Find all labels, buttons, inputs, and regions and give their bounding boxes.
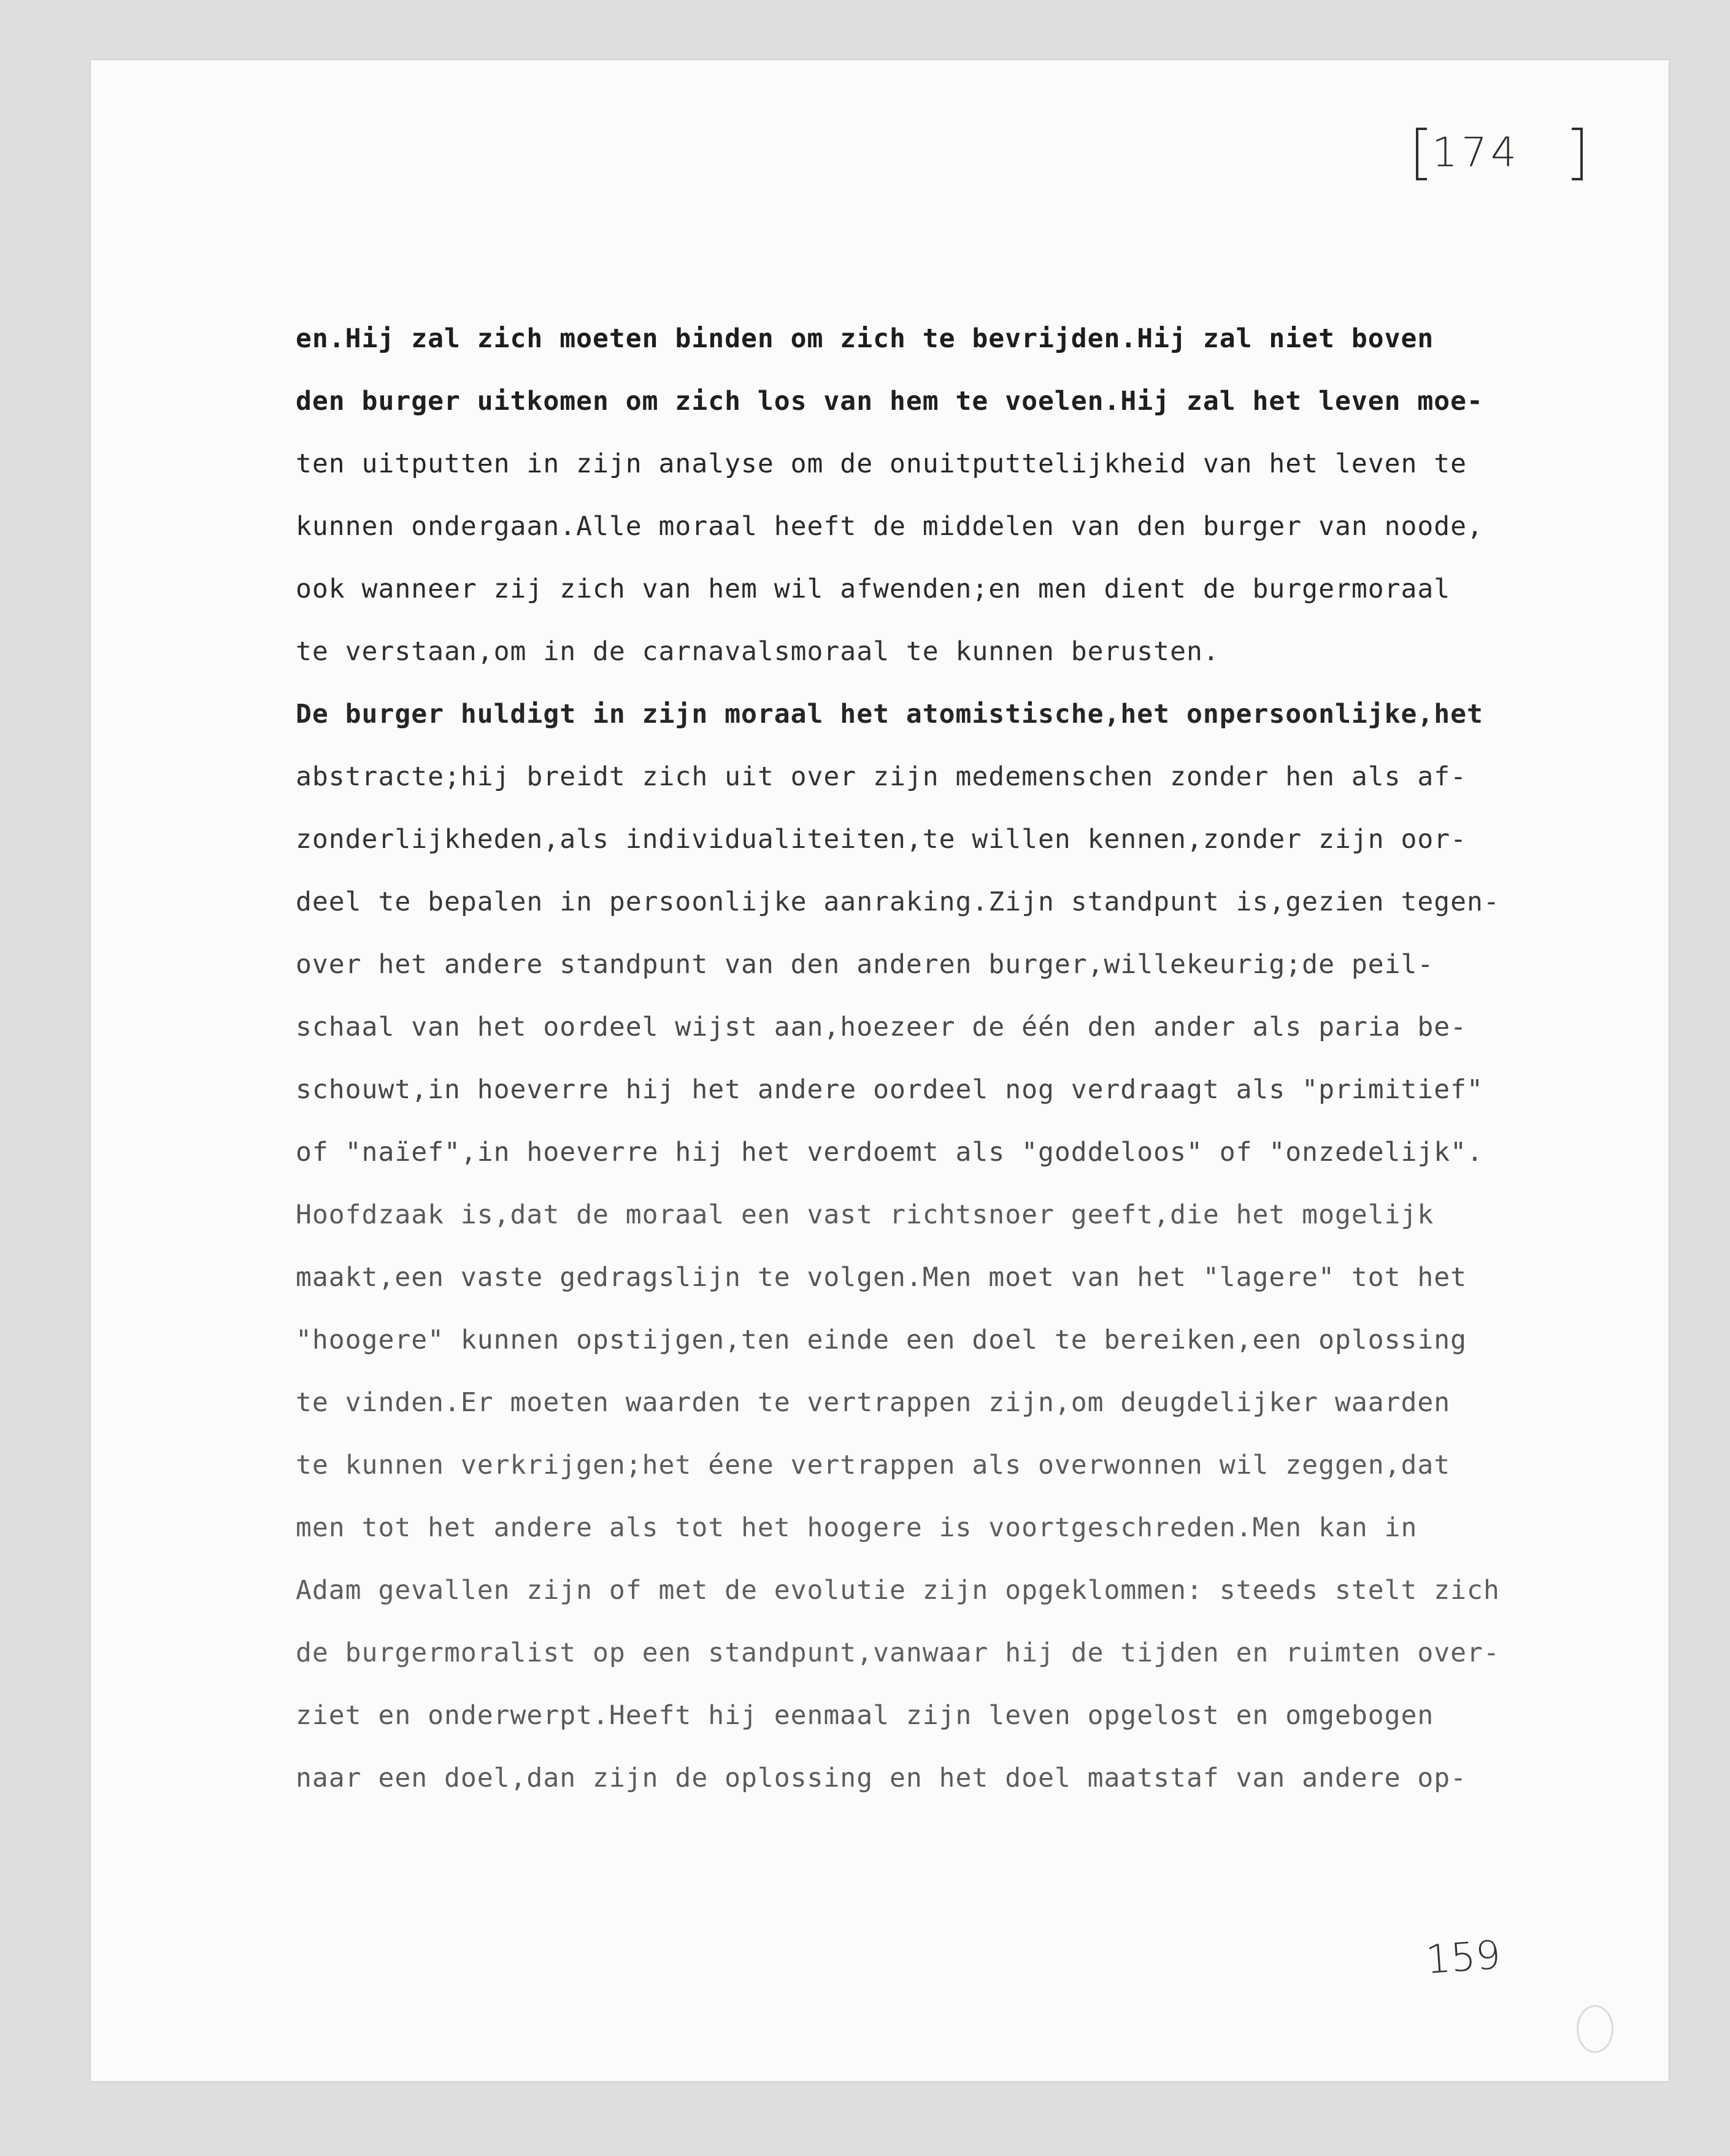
text-line: over het andere standpunt van den anderen burger,willekeurig;de peil- [296, 949, 1434, 980]
text-line: ten uitputten in zijn analyse om de onuitputtelijkheid van het leven te [296, 449, 1467, 479]
text-line: te kunnen verkrijgen;het éene vertrappen als overwonnen wil zeggen,dat [296, 1450, 1451, 1480]
page-number: 159 [1424, 1932, 1502, 1984]
text-line: Adam gevallen zijn of met de evolutie zijn opgeklommen: steeds stelt zich [296, 1575, 1500, 1606]
text-line: Hoofdzaak is,dat de moraal een vast richtsnoer geeft,die het mogelijk [296, 1199, 1434, 1230]
text-line: schouwt,in hoeverre hij het andere oordeel nog verdraagt als "primitief" [296, 1074, 1483, 1105]
text-line: of "naïef",in hoeverre hij het verdoemt als "goddeloos" of "onzedelijk". [296, 1137, 1483, 1168]
text-line: ziet en onderwerpt.Heeft hij eenmaal zijn leven opgelost en omgebogen [296, 1700, 1434, 1731]
text-line: den burger uitkomen om zich los van hem te voelen.Hij zal het leven moe- [296, 386, 1483, 417]
text-line: abstracte;hij breidt zich uit over zijn medemenschen zonder hen als af- [296, 761, 1467, 792]
pencil-smudge [1577, 2005, 1613, 2053]
text-line: deel te bepalen in persoonlijke aanraking.Zijn standpunt is,gezien tegen- [296, 887, 1500, 917]
right-bracket [1572, 128, 1583, 180]
text-line: De burger huldigt in zijn moraal het atomistische,het onpersoonlijke,het [296, 699, 1483, 730]
left-bracket [1416, 128, 1427, 180]
text-line: naar een doel,dan zijn de oplossing en het doel maatstaf van andere op- [296, 1763, 1467, 1793]
typed-body-text [296, 320, 1670, 1822]
text-line: "hoogere" kunnen opstijgen,ten einde een doel te bereiken,een oplossing [296, 1325, 1467, 1355]
text-line: te vinden.Er moeten waarden te vertrappen zijn,om deugdelijker waarden [296, 1387, 1451, 1418]
archive-number-text: 174 [1432, 129, 1520, 176]
text-line: kunnen ondergaan.Alle moraal heeft de middelen van den burger van noode, [296, 511, 1483, 542]
text-line: men tot het andere als tot het hoogere is voortgeschreden.Men kan in [296, 1512, 1418, 1543]
text-line: en.Hij zal zich moeten binden om zich te bevrijden.Hij zal niet boven [296, 323, 1434, 354]
text-line: ook wanneer zij zich van hem wil afwenden;en men dient de burgermoraal [296, 574, 1451, 604]
text-line: te verstaan,om in de carnavalsmoraal te kunnen berusten. [296, 636, 1220, 667]
text-line: de burgermoralist op een standpunt,vanwaar hij de tijden en ruimten over- [296, 1638, 1500, 1668]
text-line: schaal van het oordeel wijst aan,hoezeer de één den ander als paria be- [296, 1012, 1467, 1042]
text-line: maakt,een vaste gedragslijn te volgen.Men moet van het "lagere" tot het [296, 1262, 1467, 1293]
text-line: zonderlijkheden,als individualiteiten,te willen kennen,zonder zijn oor- [296, 824, 1467, 855]
archive-number-annotation [1416, 128, 1600, 195]
